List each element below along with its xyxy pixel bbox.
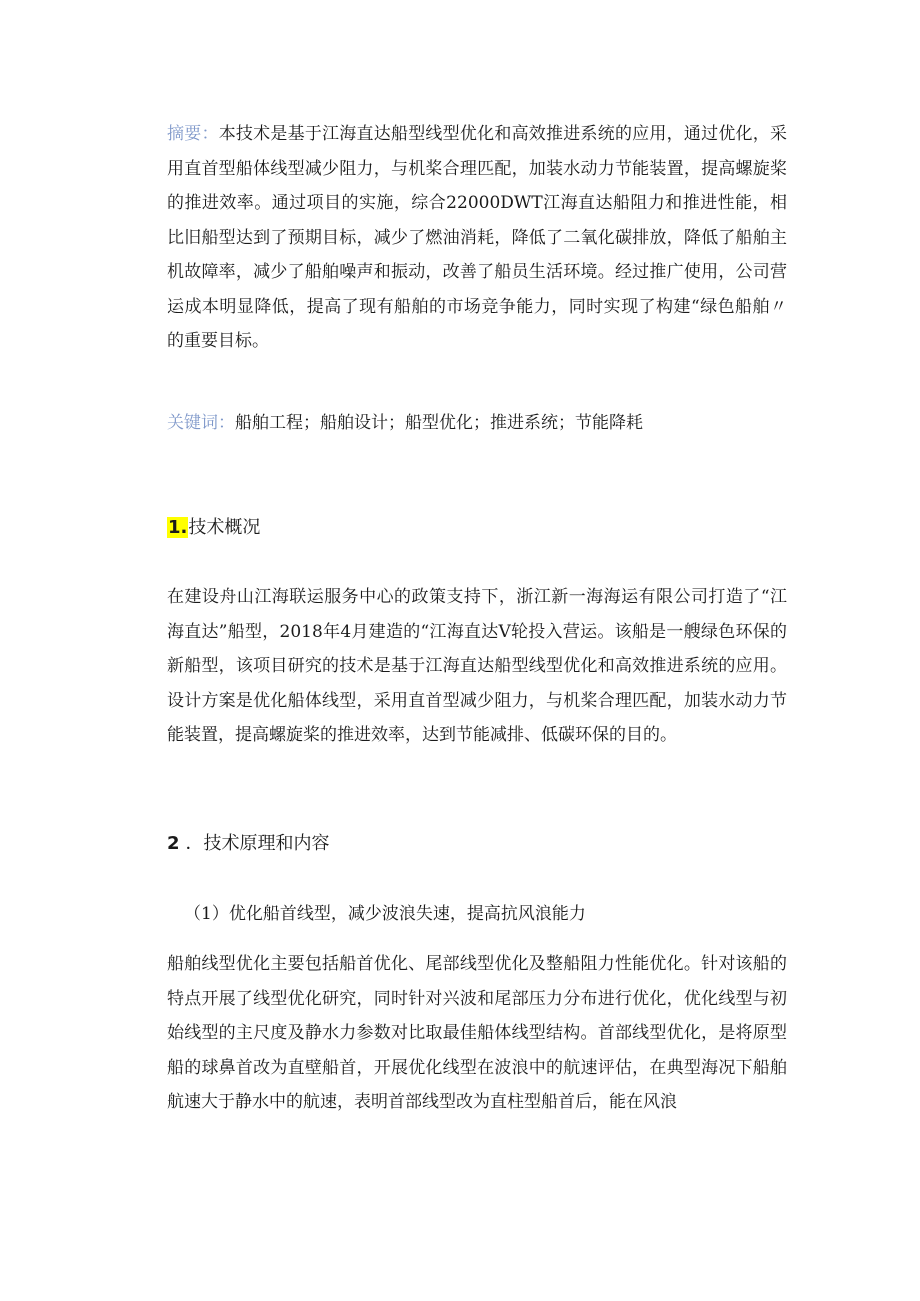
section2-number: 2 xyxy=(167,833,180,854)
section1-body xyxy=(167,580,787,753)
subsection1-body-text: 船舶线型优化主要包括船首优化、尾部线型优化及整船阻力性能优化。针对该船的特点开展了线型优化研究，同时针对兴波和尾部压力分布进行优化，优化线型与初始线型的主尺度及静水力参数对比取最佳船体线型结构。首部线型优化，是将原型船的球鼻首改为直壁船首，开展优化线型在波浪中的航速评估，在典型海况下船舶航速大于静水中的航速，表明首部线型改为直柱型船首后，能在风浪 xyxy=(167,954,787,1112)
section2-heading xyxy=(167,829,330,859)
subsection1-heading xyxy=(184,899,586,929)
abstract-label: 摘要： xyxy=(167,124,219,144)
keywords-text: 船舶工程；船舶设计；船型优化；推进系统；节能降耗 xyxy=(235,413,643,433)
section1-number: 1. xyxy=(168,517,188,538)
keywords-paragraph xyxy=(167,406,787,441)
abstract-text: 本技术是基于江海直达船型线型优化和高效推进系统的应用，通过优化，采用直首型船体线型减少阻力，与机桨合理匹配，加装水动力节能装置，提高螺旋桨的推进效率。通过项目的实施，综合22000DWT江海直达船阻力和推进性能，相比旧船型达到了预期目标，减少了燃油消耗，降低了二氧化碳排放，降低了船舶主机故障率，减少了船舶噪声和振动，改善了船员生活环境。经过推广使用，公司营运成本明显降低，提高了现有船舶的市场竞争能力，同时实现了构建“绿色船舶〃的重要目标。 xyxy=(167,124,788,351)
subsection1-body xyxy=(167,947,787,1120)
section2-title: ．技术原理和内容 xyxy=(185,833,330,854)
section1-title: 技术概况 xyxy=(188,517,261,538)
section1-body-text: 在建设舟山江海联运服务中心的政策支持下，浙江新一海海运有限公司打造了“江海直达”船型，2018年4月建造的“江海直达V轮投入营运。该船是一艘绿色环保的新船型，该项目研究的技术是基于江海直达船型线型优化和高效推进系统的应用。设计方案是优化船体线型，采用直首型减少阻力，与机桨合理匹配，加装水动力节能装置，提高螺旋桨的推进效率，达到节能减排、低碳环保的目的。 xyxy=(167,587,787,745)
abstract-paragraph xyxy=(167,117,787,359)
subsection1-title: （1）优化船首线型，减少波浪失速，提高抗风浪能力 xyxy=(184,904,586,924)
keywords-label: 关键词： xyxy=(167,413,235,433)
section1-heading xyxy=(167,513,260,543)
